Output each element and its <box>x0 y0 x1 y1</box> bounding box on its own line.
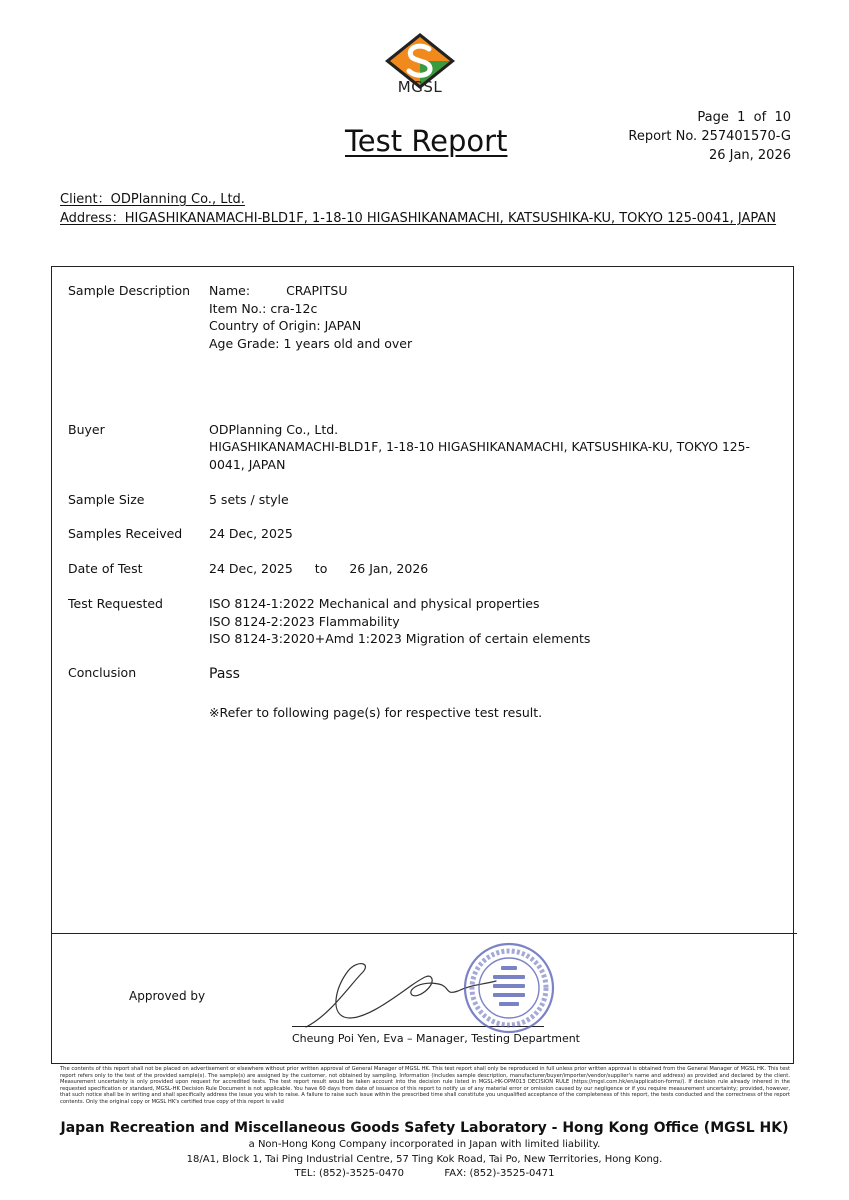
conclusion-note: ※Refer to following page(s) for respective test result. <box>209 705 543 720</box>
sample-size-label: Sample Size <box>68 492 145 507</box>
conclusion-value: Pass <box>209 666 240 682</box>
sample-age-grade: Age Grade: 1 years old and over <box>209 335 413 351</box>
signer-name: Cheung Poi Yen, Eva – Manager, Testing Department <box>292 1032 580 1045</box>
organization-name: Japan Recreation and Miscellaneous Goods Safety Laboratory - Hong Kong Office (MGSL HK) <box>60 1120 789 1136</box>
company-note: a Non-Hong Kong Company incorporated in Japan with limited liability. <box>248 1139 601 1150</box>
samples-received-label: Samples Received <box>68 526 183 541</box>
approved-by-label: Approved by <box>129 989 206 1003</box>
report-meta <box>628 108 791 165</box>
sample-name-label: Name: <box>209 283 251 298</box>
approval-divider <box>51 933 797 934</box>
samples-received-value: 24 Dec, 2025 <box>209 526 293 541</box>
page-number: 1 <box>737 110 746 125</box>
report-number: Report No. 257401570-G <box>628 129 791 144</box>
test-date-from: 24 Dec, 2025 <box>209 561 293 576</box>
sample-description-value <box>209 282 412 352</box>
official-seal-icon <box>463 942 555 1034</box>
report-details-box <box>51 266 794 1064</box>
sample-name-value: CRAPITSU <box>286 283 348 298</box>
buyer-line-3: 0041, JAPAN <box>209 457 286 472</box>
sample-name-row <box>209 282 412 300</box>
test-item: ISO 8124-2:2023 Flammability <box>209 613 400 629</box>
conclusion-label: Conclusion <box>68 665 137 680</box>
sample-origin: Country of Origin: JAPAN <box>209 318 362 333</box>
client-block <box>60 190 776 228</box>
test-requested-label: Test Requested <box>68 596 163 611</box>
report-date: 26 Jan, 2026 <box>708 148 791 163</box>
date-of-test-value <box>209 560 428 578</box>
sample-size-value: 5 sets / style <box>209 492 289 507</box>
test-requested-value <box>209 595 590 648</box>
date-of-test-label: Date of Test <box>68 561 143 576</box>
office-address: 18/A1, Block 1, Tai Ping Industrial Centre, 57 Ting Kok Road, Tai Po, New Territories, Hong Kong. <box>186 1153 663 1165</box>
page-indicator <box>628 108 791 127</box>
telephone: TEL: (852)-3525-0470 <box>294 1168 405 1179</box>
test-date-to: 26 Jan, 2026 <box>349 561 429 576</box>
buyer-line-2: HIGASHIKANAMACHI-BLD1F, 1-18-10 HIGASHIKANAMACHI, KATSUSHIKA-KU, TOKYO 125- <box>209 439 750 454</box>
test-date-to-word: to <box>314 561 328 576</box>
client-name: Client：ODPlanning Co., Ltd. <box>60 192 245 207</box>
buyer-label: Buyer <box>68 422 105 437</box>
page-label: Page <box>697 110 729 125</box>
legal-disclaimer: The contents of this report shall not be placed on advertisement or elsewhere without prior written approval of General Manager of MGSL HK. This test report shall only be reproduced in full unless prior written approval is obtained from the General Manager of MGSL HK. This test report refers only to the test of the provided sample(s). The sample(s) are assigned by the customer, not obtained by sampling. Information (includes sample description, manufacturer/buyer/importer/vendor/supplier's name and address) as provided and declared by the client. Measurement uncertainty is only provided upon request for accredited tests. The test report result would be taken account into the decision rule listed in MGSL-HK-OPM013 DECISION RULE (https://mgsl.com.hk/en/application-forms/). If decision rule already inhered in the requested specification or standard, MGSL-HK Decision Rule Document is not applicable. You have 60 days from date of issuance of this report to notify us of any material error or omission caused by our negligence or if you require measurement uncertainty; provided, however, that such notice shall be in writing and shall specifically address the issue you wish to raise. A failure to raise such issue within the prescribed time shall constitute you unqualified acceptance of the completeness of this report, the tests conducted and the correctness of the report contents. Only the original copy or MGSL HK's certified true copy of this report is valid <box>60 1066 790 1105</box>
test-item: ISO 8124-3:2020+Amd 1:2023 Migration of certain elements <box>209 631 591 646</box>
client-address: Address：HIGASHIKANAMACHI-BLD1F, 1-18-10 HIGASHIKANAMACHI, KATSUSHIKA-KU, TOKYO 125-0041, JAPAN <box>60 211 777 226</box>
page-total: 10 <box>774 110 791 125</box>
footer-info <box>0 1138 849 1182</box>
buyer-line-1: ODPlanning Co., Ltd. <box>209 422 339 437</box>
buyer-value <box>209 421 769 474</box>
sample-description-label: Sample Description <box>68 283 191 298</box>
test-item: ISO 8124-1:2022 Mechanical and physical properties <box>209 596 540 611</box>
logo-text: MGSL <box>397 78 443 96</box>
sample-item-no: Item No.: cra-12c <box>209 300 318 316</box>
page-title: Test Report <box>345 124 508 158</box>
page-of: of <box>753 110 767 125</box>
fax: FAX: (852)-3525-0471 <box>444 1168 555 1179</box>
contact-row <box>0 1167 849 1182</box>
